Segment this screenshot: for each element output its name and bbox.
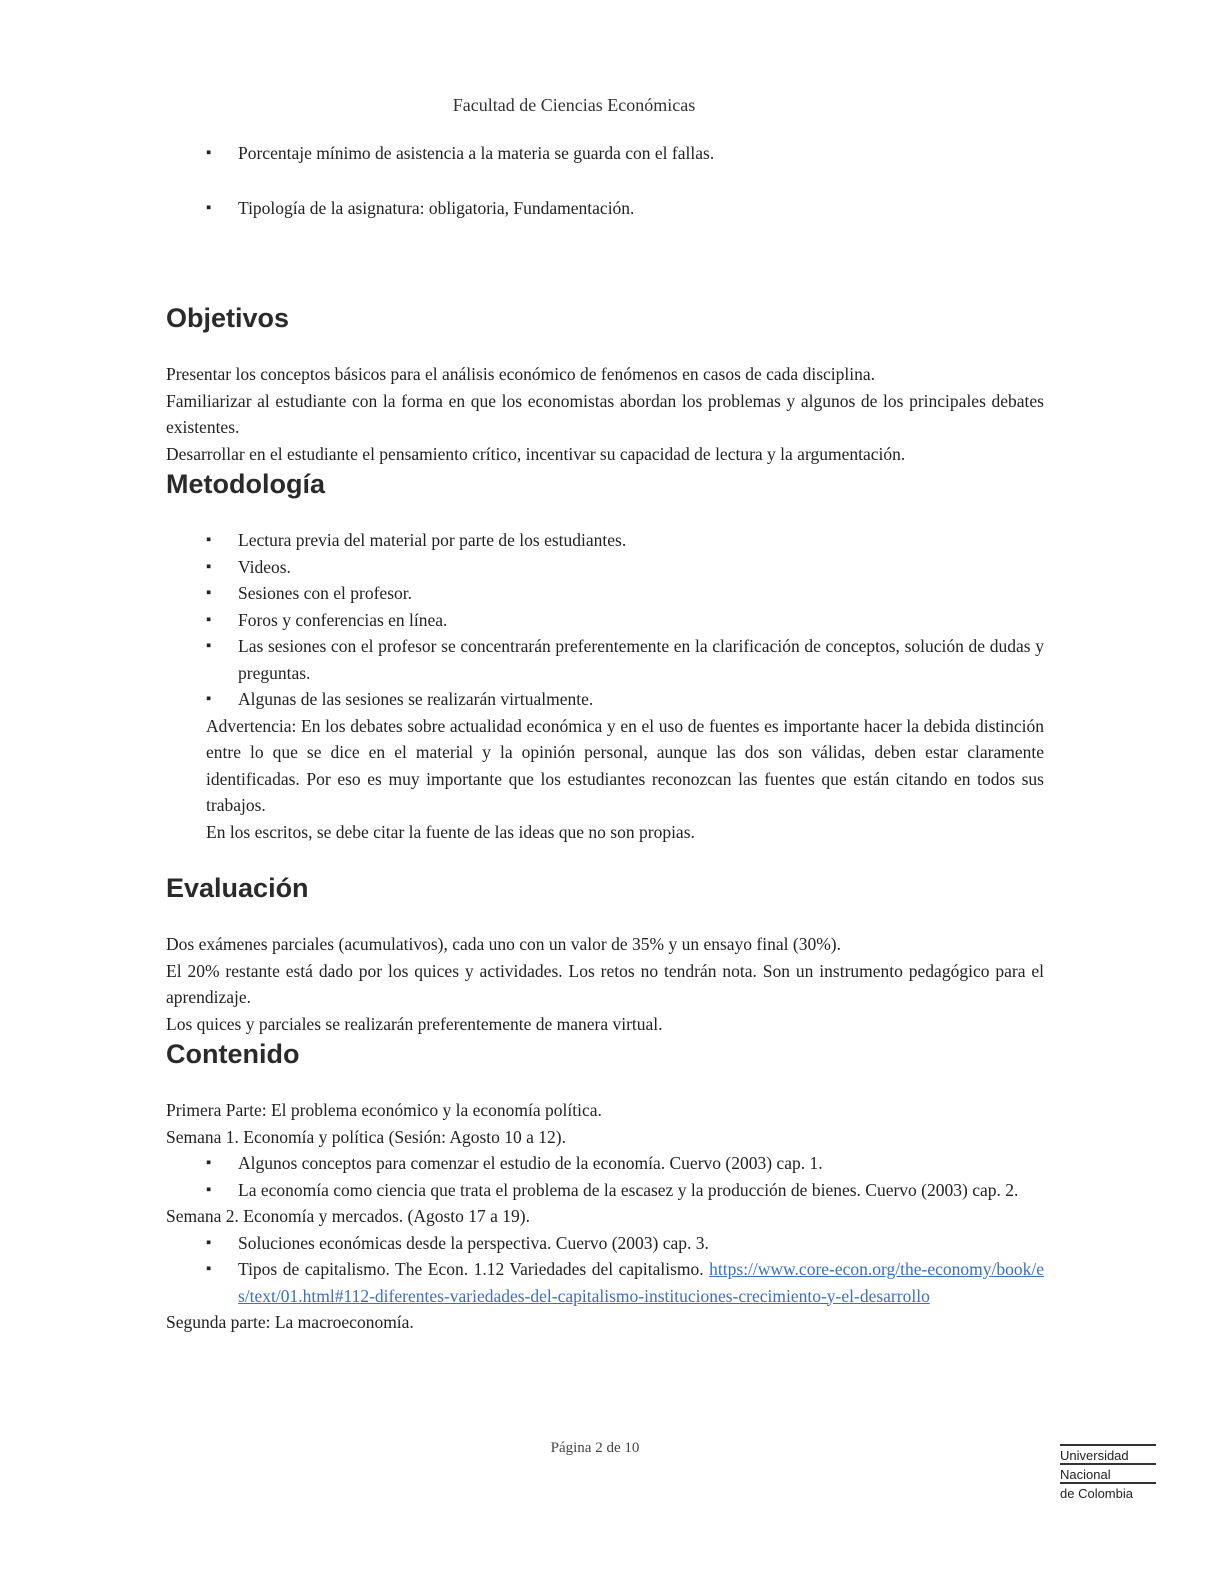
objetivos-heading: Objetivos [166,303,290,333]
paragraph: Desarrollar en el estudiante el pensamiento crítico, incentivar su capacidad de lectura y la argumentación. [166,443,906,464]
logo-line: de Colombia [1060,1486,1133,1501]
paragraph: En los escritos, se debe citar la fuente de las ideas que no son propias. [206,821,695,842]
core-econ-link[interactable]: https://www.core-econ.org/the-economy/book/es/text/01.html#112-diferentes-variedades-del-capitalismo-instituciones-crecimiento-y-el-desarrollo [238,1259,1044,1306]
page-number: Página 2 de 10 [550,1440,640,1456]
paragraph: Dos exámenes parciales (acumulativos), cada uno con un valor de 35% y un ensayo final (30%). [166,934,841,954]
list-item: ▪ Foros y conferencias en línea. [238,607,1044,634]
logo-line: Nacional [1060,1467,1111,1482]
list-item: ▪ Tipología de la asignatura: obligatoria, Fundamentación. [238,195,1044,222]
paragraph: Advertencia: En los debates sobre actualidad económica y en el uso de fuentes es importante hacer la debida distinción entre lo que se dice en el material y la opinión personal, aunque las dos son válidas, deben estar claramente identificadas. Por eso es muy importante que los estudiantes reconozcan las fuentes que están citando en todos sus trabajos. [206,715,1044,815]
list-item: ▪ Porcentaje mínimo de asistencia a la materia se guarda con el fallas. [238,140,1044,167]
intro-list [166,140,1044,221]
logo-line: Universidad [1060,1448,1129,1463]
paragraph: El 20% restante está dado por los quices y actividades. Los retos no tendrán nota. Son un instrumento pedagógico para el aprendizaje. [166,960,1044,1007]
paragraph: Semana 2. Economía y mercados. (Agosto 17 a 19). [166,1206,531,1226]
paragraph: Presentar los conceptos básicos para el análisis económico de fenómenos en casos de cada disciplina. [166,364,875,384]
contenido-heading: Contenido [166,1039,300,1069]
week1-list [166,1150,1044,1203]
paragraph: Los quices y parciales se realizarán preferentemente de manera virtual. [166,1013,663,1034]
week2-list [166,1230,1044,1310]
list-item-text: Tipos de capitalismo. The Econ. 1.12 Variedades del capitalismo. [238,1259,710,1279]
list-item: ▪ Sesiones con el profesor. [238,580,1044,607]
list-item [238,1256,1044,1309]
metodologia-list [166,527,1044,713]
paragraph: Familiarizar al estudiante con la forma en que los economistas abordan los problemas y algunos de los principales debates existentes. [166,390,1044,437]
list-item: ▪ Soluciones económicas desde la perspectiva. Cuervo (2003) cap. 3. [238,1230,1044,1257]
paragraph: Semana 1. Economía y política (Sesión: Agosto 10 a 12). [166,1126,567,1147]
document-body [166,140,1044,1336]
paragraph: Primera Parte: El problema económico y la economía política. [166,1100,602,1120]
university-logo [1060,1444,1170,1501]
list-item: ▪ La economía como ciencia que trata el problema de la escasez y la producción de bienes. Cuervo (2003) cap. 2. [238,1177,1044,1204]
page-header: Facultad de Ciencias Económicas [452,95,696,115]
metodologia-heading: Metodología [166,469,325,499]
list-item: ▪ Las sesiones con el profesor se concentrarán preferentemente en la clarificación de conceptos, solución de dudas y preguntas. [238,633,1044,686]
list-item: ▪ Algunas de las sesiones se realizarán virtualmente. [238,686,1044,713]
evaluacion-heading: Evaluación [166,873,309,903]
list-item: ▪ Lectura previa del material por parte de los estudiantes. [238,527,1044,554]
list-item: ▪ Videos. [238,554,1044,581]
list-item: ▪ Algunos conceptos para comenzar el estudio de la economía. Cuervo (2003) cap. 1. [238,1150,1044,1177]
paragraph: Segunda parte: La macroeconomía. [166,1312,414,1332]
